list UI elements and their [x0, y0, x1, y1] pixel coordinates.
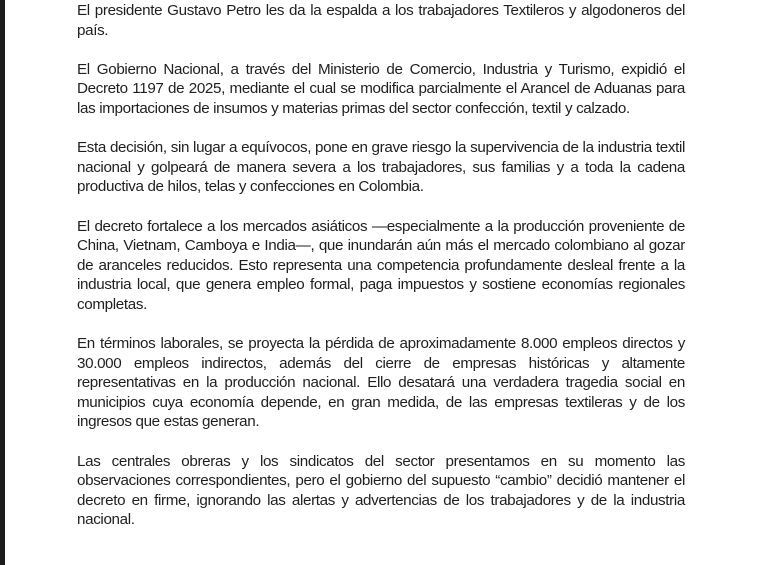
paragraph-risk: Esta decisión, sin lugar a equívocos, pone en grave riesgo la supervivencia de la industria textil nacional y golpeará de manera severa a los trabajadores, sus familias y a toda la cadena productiva de hilos, telas y confecciones en Colombia.	[77, 139, 685, 196]
window-edge	[0, 0, 5, 565]
paragraph-asian-markets: El decreto fortalece a los mercados asiáticos —especialmente a la producción proveniente de China, Vietnam, Camboya e India—, que inundarán aún más el mercado colombiano al gozar de aranceles reducidos. Esto representa una competencia profundamente desleal frente a la industria local, que genera empleo formal, paga impuestos y sostiene economías regionales completas.	[77, 217, 685, 313]
paragraph-unions: Las centrales obreras y los sindicatos del sector presentamos en su momento las observaciones correspondientes, pero el gobierno del supuesto “cambio” decidió mantener el decreto en firme, ignorando las alertas y advertencias de los trabajadores y de la industria nacional.	[77, 452, 685, 529]
paragraph-labor-impact: En términos laborales, se proyecta la pérdida de aproximadamente 8.000 empleos directos y 30.000 empleos indirectos, además del cierre de empresas históricas y altamente representativas en la producción nacional. Ello desatará una verdadera tragedia social en municipios cuya economía depende, en gran medida, de las empresas textileras y de los ingresos que estas generan.	[77, 335, 685, 431]
paragraph-decree: El Gobierno Nacional, a través del Ministerio de Comercio, Industria y Turismo, expidió el Decreto 1197 de 2025, mediante el cual se modifica parcialmente el Arancel de Aduanas para las importaciones de insumos y materias primas del sector confección, textil y calzado.	[77, 60, 685, 117]
document-body	[77, 0, 685, 550]
paragraph-headline: El presidente Gustavo Petro les da la espalda a los trabajadores Textileros y algodoneros del país.	[77, 2, 685, 39]
